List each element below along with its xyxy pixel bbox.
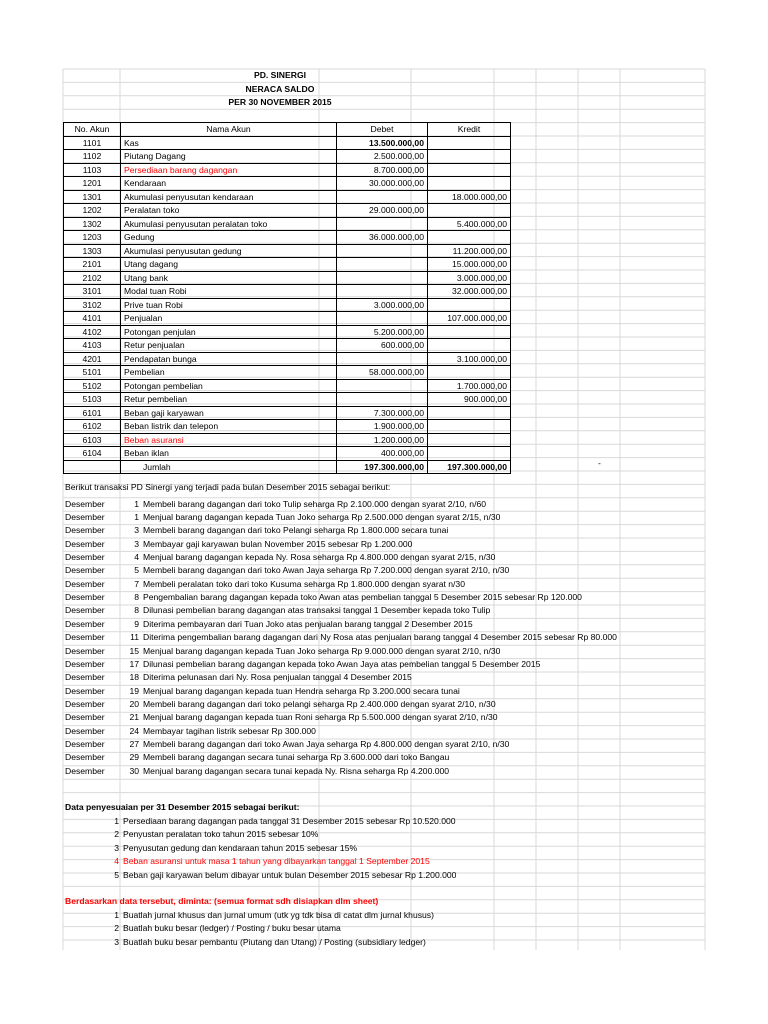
transaction-day: 4 <box>134 551 139 562</box>
account-no: 5102 <box>64 379 121 393</box>
account-name: Peralatan toko <box>121 204 337 218</box>
account-name: Akumulasi penyusutan gedung <box>121 244 337 258</box>
table-row <box>64 163 511 177</box>
table-row <box>64 177 511 191</box>
credit-value <box>428 204 511 218</box>
credit-value: 18.000.000,00 <box>428 190 511 204</box>
adjustment-text: Penyustan peralatan toko tahun 2015 sebesar 10% <box>123 829 319 840</box>
account-no: 6104 <box>64 447 121 461</box>
credit-value <box>428 339 511 353</box>
account-name: Beban asuransi <box>121 433 337 447</box>
transaction-day: 3 <box>134 525 139 536</box>
transaction-day: 8 <box>134 605 139 616</box>
credit-value <box>428 420 511 434</box>
transaction-month: Desember <box>65 725 105 736</box>
account-name: Potongan penjulan <box>121 325 337 339</box>
adjustment-text: Persediaan barang dagangan pada tanggal 31 Desember 2015 sebesar Rp 10.520.000 <box>123 816 456 826</box>
debit-value: 3.000.000,00 <box>337 298 428 312</box>
table-row <box>64 231 511 245</box>
account-name: Gedung <box>121 231 337 245</box>
table-row <box>64 433 511 447</box>
account-name: Beban listrik dan telepon <box>121 420 337 434</box>
debit-value <box>337 271 428 285</box>
table-row <box>64 420 511 434</box>
credit-value: 900.000,00 <box>428 393 511 407</box>
transaction-day: 17 <box>129 658 139 669</box>
debit-value: 29.000.000,00 <box>337 204 428 218</box>
table-row <box>64 406 511 420</box>
credit-value <box>428 150 511 164</box>
total-credit: 197.300.000,00 <box>428 460 511 474</box>
credit-value: 15.000.000,00 <box>428 258 511 272</box>
transaction-text: Membayar tagihan listrik sebesar Rp 300.000 <box>143 725 316 736</box>
adjustment-number: 4 <box>114 856 119 867</box>
account-no: 4101 <box>64 312 121 326</box>
debit-value: 36.000.000,00 <box>337 231 428 245</box>
transaction-day: 3 <box>134 538 139 549</box>
transaction-month: Desember <box>65 538 105 549</box>
credit-value: 107.000.000,00 <box>428 312 511 326</box>
account-name: Modal tuan Robi <box>121 285 337 299</box>
account-name: Retur pembelian <box>121 393 337 407</box>
adjustments-title: Data penyesuaian per 31 Desember 2015 sebagai berikut: <box>65 802 300 812</box>
transaction-month: Desember <box>65 551 105 562</box>
col-header-account-name: Nama Akun <box>121 123 337 137</box>
account-name: Akumulasi penyusutan kendaraan <box>121 190 337 204</box>
total-debit: 197.300.000,00 <box>337 460 428 474</box>
account-no: 5101 <box>64 366 121 380</box>
credit-value: 11.200.000,00 <box>428 244 511 258</box>
transaction-day: 19 <box>129 685 139 696</box>
credit-value: 3.000.000,00 <box>428 271 511 285</box>
table-row <box>64 447 511 461</box>
total-empty-cell <box>64 460 121 474</box>
transaction-text: Menjual barang dagangan kepada Ny. Rosa seharga Rp 4.800.000 dengan syarat 2/15, n/30 <box>143 551 496 562</box>
task-text: Buatlah buku besar (ledger) / Posting / buku besar utama <box>123 923 341 934</box>
debit-value <box>337 244 428 258</box>
account-no: 1203 <box>64 231 121 245</box>
credit-value <box>428 163 511 177</box>
transaction-text: Diterima pengembalian barang dagangan dari Ny Rosa atas penjualan barang tanggal 4 Desember 2015 sebesar Rp 80.000 <box>143 632 617 643</box>
credit-value: 32.000.000,00 <box>428 285 511 299</box>
transactions-intro: Berikut transaksi PD Sinergi yang terjadi pada bulan Desember 2015 sebagai berikut: <box>65 482 391 492</box>
transaction-text: Membeli barang dagangan dari toko Tulip seharga Rp 2.100.000 dengan syarat 2/10, n/60 <box>143 498 487 509</box>
table-row <box>64 366 511 380</box>
debit-value: 1.200.000,00 <box>337 433 428 447</box>
account-name: Beban iklan <box>121 447 337 461</box>
debit-value: 1.900.000,00 <box>337 420 428 434</box>
account-no: 1202 <box>64 204 121 218</box>
debit-value: 8.700.000,00 <box>337 163 428 177</box>
account-name: Kas <box>121 136 337 150</box>
account-no: 6101 <box>64 406 121 420</box>
account-no: 1302 <box>64 217 121 231</box>
table-row <box>64 271 511 285</box>
account-name: Piutang Dagang <box>121 150 337 164</box>
debit-value <box>337 352 428 366</box>
debit-value <box>337 312 428 326</box>
account-no: 5103 <box>64 393 121 407</box>
account-no: 2102 <box>64 271 121 285</box>
transaction-month: Desember <box>65 698 105 709</box>
adjustment-number: 3 <box>114 842 119 853</box>
transaction-text: Membeli barang dagangan dari toko pelangi seharga Rp 2.400.000 dengan syarat 2/10, n/30 <box>143 698 496 709</box>
transaction-month: Desember <box>65 592 105 602</box>
transaction-month: Desember <box>65 565 105 576</box>
table-row <box>64 136 511 150</box>
table-header-row <box>64 123 511 137</box>
debit-value: 5.200.000,00 <box>337 325 428 339</box>
table-row <box>64 204 511 218</box>
transaction-text: Membeli peralatan toko dari toko Kusuma seharga Rp 1.800.000 dengan syarat n/30 <box>143 578 465 589</box>
transaction-text: Dilunasi pembelian barang dagangan kepada toko Awan Jaya atas pembelian tanggal 5 Desember 2015 <box>143 658 541 669</box>
table-row <box>64 298 511 312</box>
tasks-title: Berdasarkan data tersebut, diminta: (semua format sdh disiapkan dlm sheet) <box>65 896 379 906</box>
account-no: 1102 <box>64 150 121 164</box>
transaction-month: Desember <box>65 739 105 749</box>
account-name: Beban gaji karyawan <box>121 406 337 420</box>
transaction-month: Desember <box>65 658 105 669</box>
credit-value <box>428 406 511 420</box>
table-row <box>64 312 511 326</box>
table-row <box>64 379 511 393</box>
transaction-day: 15 <box>129 645 139 656</box>
account-no: 1301 <box>64 190 121 204</box>
account-no: 4201 <box>64 352 121 366</box>
account-name: Kendaraan <box>121 177 337 191</box>
transaction-month: Desember <box>65 685 105 696</box>
debit-value: 600.000,00 <box>337 339 428 353</box>
account-no: 2101 <box>64 258 121 272</box>
table-row <box>64 285 511 299</box>
table-row <box>64 325 511 339</box>
account-no: 1303 <box>64 244 121 258</box>
credit-value <box>428 177 511 191</box>
transaction-month: Desember <box>65 578 105 589</box>
table-row <box>64 352 511 366</box>
account-name: Pembelian <box>121 366 337 380</box>
credit-value <box>428 433 511 447</box>
credit-value <box>428 231 511 245</box>
account-name: Penjualan <box>121 312 337 326</box>
debit-value <box>337 379 428 393</box>
account-name: Potongan pembelian <box>121 379 337 393</box>
transaction-text: Menjual barang dagangan kepada tuan Hendra seharga Rp 3.200.000 secara tunai <box>143 685 460 696</box>
account-name: Prive tuan Robi <box>121 298 337 312</box>
transaction-month: Desember <box>65 765 105 776</box>
transaction-day: 21 <box>129 712 139 723</box>
account-name: Utang bank <box>121 271 337 285</box>
adjustment-text: Beban gaji karyawan belum dibayar untuk bulan Desember 2015 sebesar Rp 1.200.000 <box>123 869 457 880</box>
account-name: Utang dagang <box>121 258 337 272</box>
transaction-day: 9 <box>134 618 139 629</box>
transaction-text: Menjual barang dagangan secara tunai kepada Ny. Risna seharga Rp 4.200.000 <box>143 765 450 776</box>
debit-value: 400.000,00 <box>337 447 428 461</box>
adjustment-number: 1 <box>114 816 119 826</box>
credit-value: 1.700.000,00 <box>428 379 511 393</box>
account-name: Pendapatan bunga <box>121 352 337 366</box>
debit-value: 58.000.000,00 <box>337 366 428 380</box>
table-row <box>64 150 511 164</box>
transaction-text: Membeli barang dagangan dari toko Awan Jaya seharga Rp 7.200.000 dengan syarat 2/10, n/30 <box>143 565 510 576</box>
transaction-day: 5 <box>134 565 139 576</box>
adjustment-text: Beban asuransi untuk masa 1 tahun yang dibayarkan tanggal 1 September 2015 <box>123 856 430 867</box>
transaction-text: Membeli barang dagangan secara tunai seharga Rp 3.600.000 dari toko Bangau <box>143 752 450 763</box>
table-row <box>64 258 511 272</box>
transaction-day: 30 <box>129 765 139 776</box>
transaction-month: Desember <box>65 645 105 656</box>
account-name: Akumulasi penyusutan peralatan toko <box>121 217 337 231</box>
account-no: 6103 <box>64 433 121 447</box>
transaction-day: 24 <box>129 725 139 736</box>
transaction-text: Diterima pelunasan dari Ny. Rosa penjualan tanggal 4 Desember 2015 <box>143 672 412 683</box>
transaction-day: 1 <box>134 511 139 522</box>
total-label: Jumlah <box>121 460 337 474</box>
transaction-month: Desember <box>65 672 105 683</box>
adjustment-number: 2 <box>114 829 119 840</box>
transaction-text: Membeli barang dagangan dari toko Pelangi seharga Rp 1.800.000 secara tunai <box>143 525 449 536</box>
account-no: 4103 <box>64 339 121 353</box>
transaction-text: Pengembalian barang dagangan kepada toko Awan atas pembelian tanggal 5 Desember 2015 sebesar Rp 120.000 <box>143 592 582 602</box>
transaction-month: Desember <box>65 511 105 522</box>
transaction-day: 18 <box>129 672 139 683</box>
debit-value: 13.500.000,00 <box>337 136 428 150</box>
transaction-text: Menjual barang dagangan kepada Tuan Joko seharga Rp 9.000.000 dengan syarat 2/10, n/30 <box>143 645 501 656</box>
debit-value: 7.300.000,00 <box>337 406 428 420</box>
col-header-credit: Kredit <box>428 123 511 137</box>
transaction-month: Desember <box>65 618 105 629</box>
credit-value <box>428 366 511 380</box>
account-no: 6102 <box>64 420 121 434</box>
transaction-day: 20 <box>129 698 139 709</box>
report-title: NERACA SALDO <box>245 84 315 94</box>
transaction-text: Membayar gaji karyawan bulan November 2015 sebesar Rp 1.200.000 <box>143 538 413 549</box>
transaction-day: 11 <box>130 632 139 643</box>
adjustment-number: 5 <box>114 869 119 880</box>
account-name: Retur penjualan <box>121 339 337 353</box>
task-number: 1 <box>114 910 119 920</box>
transaction-text: Dilunasi pembelian barang dagangan atas transaksi tanggal 1 Desember kepada toko Tulip <box>143 605 491 616</box>
col-header-debit: Debet <box>337 123 428 137</box>
transaction-month: Desember <box>65 632 105 643</box>
company-name: PD. SINERGI <box>253 70 307 80</box>
debit-value: 2.500.000,00 <box>337 150 428 164</box>
debit-value <box>337 285 428 299</box>
task-text: Buatlah buku besar pembantu (Piutang dan Utang) / Posting (subsidiary ledger) <box>123 936 426 947</box>
transaction-day: 1 <box>134 498 139 509</box>
credit-value <box>428 447 511 461</box>
account-no: 4102 <box>64 325 121 339</box>
account-no: 3102 <box>64 298 121 312</box>
transaction-month: Desember <box>65 525 105 536</box>
transaction-day: 8 <box>134 592 139 602</box>
account-no: 3101 <box>64 285 121 299</box>
side-mark: - <box>598 458 601 468</box>
adjustment-text: Penyusutan gedung dan kendaraan tahun 2015 sebesar 15% <box>123 842 358 853</box>
credit-value <box>428 298 511 312</box>
table-row <box>64 393 511 407</box>
report-period: PER 30 NOVEMBER 2015 <box>228 97 332 107</box>
total-row <box>64 460 511 474</box>
task-number: 2 <box>114 923 119 934</box>
table-row <box>64 217 511 231</box>
table-row <box>64 244 511 258</box>
transaction-text: Diterima pembayaran dari Tuan Joko atas penjualan barang tanggal 2 Desember 2015 <box>143 618 473 629</box>
credit-value <box>428 325 511 339</box>
transaction-day: 7 <box>134 578 139 589</box>
debit-value <box>337 393 428 407</box>
credit-value: 3.100.000,00 <box>428 352 511 366</box>
debit-value: 30.000.000,00 <box>337 177 428 191</box>
task-number: 3 <box>114 936 119 947</box>
account-no: 1101 <box>64 136 121 150</box>
transaction-month: Desember <box>65 752 105 763</box>
table-row <box>64 190 511 204</box>
task-text: Buatlah jurnal khusus dan jurnal umum (utk yg tdk bisa di catat dlm jurnal khusus) <box>123 910 434 920</box>
debit-value <box>337 217 428 231</box>
transaction-text: Menjual barang dagangan kepada Tuan Joko seharga Rp 2.500.000 dengan syarat 2/15, n/30 <box>143 511 501 522</box>
trial-balance-table <box>63 122 511 474</box>
col-header-account-no: No. Akun <box>64 123 121 137</box>
debit-value <box>337 258 428 272</box>
account-no: 1103 <box>64 163 121 177</box>
transaction-text: Menjual barang dagangan kepada tuan Roni seharga Rp 5.500.000 dengan syarat 2/10, n/30 <box>143 712 498 723</box>
transaction-day: 27 <box>129 739 139 749</box>
table-row <box>64 339 511 353</box>
account-name: Persediaan barang dagangan <box>121 163 337 177</box>
transaction-month: Desember <box>65 498 105 509</box>
transaction-text: Membeli barang dagangan dari toko Awan Jaya seharga Rp 4.800.000 dengan syarat 2/10, n/30 <box>143 739 510 749</box>
account-no: 1201 <box>64 177 121 191</box>
debit-value <box>337 190 428 204</box>
transaction-day: 29 <box>129 752 139 763</box>
credit-value: 5.400.000,00 <box>428 217 511 231</box>
credit-value <box>428 136 511 150</box>
transaction-month: Desember <box>65 605 105 616</box>
transaction-month: Desember <box>65 712 105 723</box>
